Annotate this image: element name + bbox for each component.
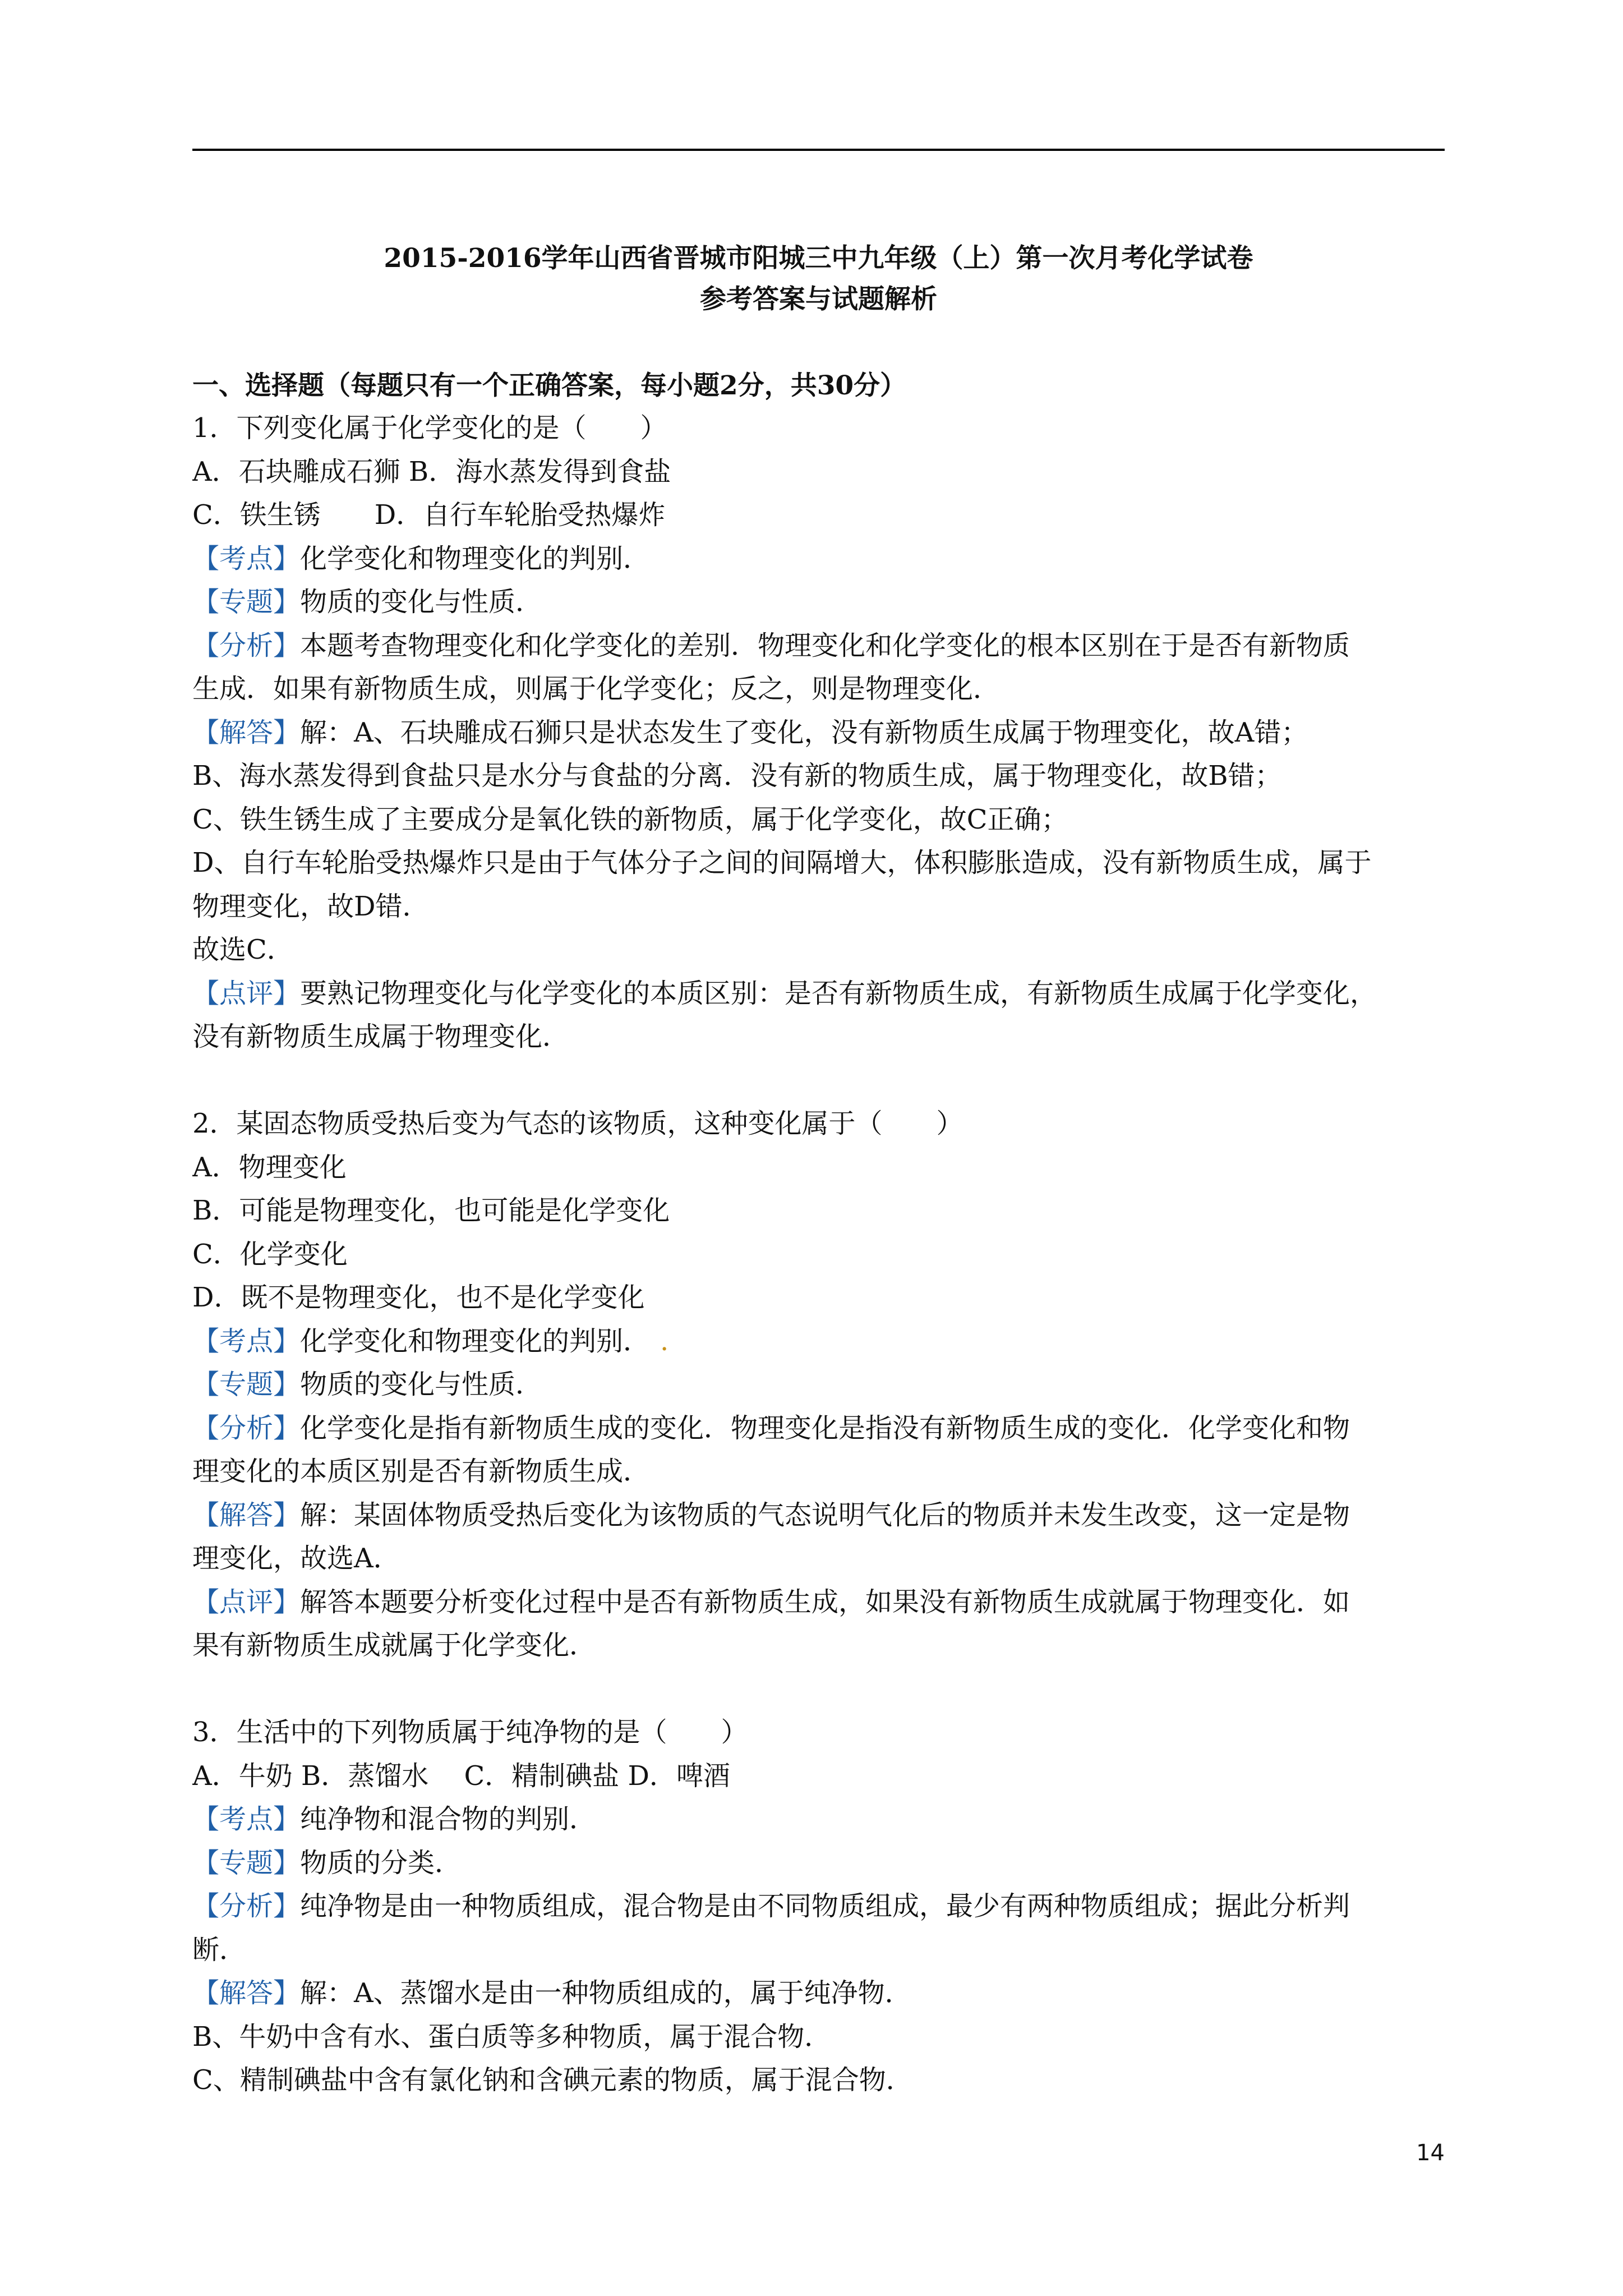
fenxi-text: 本题考查物理变化和化学变化的差别．物理变化和化学变化的根本区别在于是否有新物质 bbox=[300, 629, 1350, 661]
question-3-zhuanti bbox=[192, 1842, 1445, 1885]
stray-mark: . bbox=[660, 1325, 669, 1357]
question-1-fenxi bbox=[192, 624, 1445, 668]
question-2-zhuanti bbox=[192, 1363, 1445, 1407]
question-2-option-c: C．化学变化 bbox=[192, 1238, 348, 1270]
dianping-tag: 【点评】 bbox=[192, 977, 301, 1009]
question-3-jieda-b: B、牛奶中含有水、蛋白质等多种物质，属于混合物． bbox=[192, 2021, 832, 2053]
jieda-tag: 【解答】 bbox=[192, 1977, 301, 2009]
zhuanti-tag: 【专题】 bbox=[192, 586, 301, 618]
question-3-stem: 3．生活中的下列物质属于纯净物的是（ ） bbox=[192, 1717, 748, 1748]
question-1-jieda-c: C、铁生锈生成了主要成分是氧化铁的新物质，属于化学变化，故C正确； bbox=[192, 803, 1068, 835]
question-1-dianping-cont: 没有新物质生成属于物理变化． bbox=[192, 1021, 570, 1052]
zhuanti-tag: 【专题】 bbox=[192, 1369, 301, 1400]
question-1-options-cd: C．铁生锈 D．自行车轮胎受热爆炸 bbox=[192, 499, 666, 531]
jieda-tag: 【解答】 bbox=[192, 1499, 301, 1531]
kaodian-text: 化学变化和物理变化的判别． bbox=[300, 1325, 651, 1357]
question-3-options: A．牛奶 B．蒸馏水 C．精制碘盐 D．啤酒 bbox=[192, 1760, 730, 1792]
dianping-tag: 【点评】 bbox=[192, 1586, 301, 1618]
question-1-jieda-d-cont: 物理变化，故D错． bbox=[192, 890, 430, 922]
question-2-fenxi-cont: 理变化的本质区别是否有新物质生成． bbox=[192, 1456, 651, 1487]
question-1-stem: 1．下列变化属于化学变化的是（ ） bbox=[192, 412, 667, 444]
question-2-kaodian bbox=[192, 1320, 1445, 1364]
question-2-dianping-cont: 果有新物质生成就属于化学变化． bbox=[192, 1630, 597, 1661]
kaodian-text: 纯净物和混合物的判别． bbox=[300, 1803, 597, 1835]
question-3-fenxi-cont: 断． bbox=[192, 1934, 247, 1966]
question-1-options-ab: A．石块雕成石狮 B．海水蒸发得到食盐 bbox=[192, 455, 671, 487]
page-number: 14 bbox=[1416, 2140, 1445, 2166]
question-1-jieda-d: D、自行车轮胎受热爆炸只是由于气体分子之间的间隔增大，体积膨胀造成，没有新物质生成，属于 bbox=[192, 847, 1372, 878]
section-heading: 一、选择题（每题只有一个正确答案，每小题2分，共30分） bbox=[192, 370, 907, 401]
question-2-stem: 2．某固态物质受热后变为气态的该物质，这种变化属于（ ） bbox=[192, 1108, 963, 1139]
jieda-text: 解：A、石块雕成石狮只是状态发生了变化，没有新物质生成属于物理变化，故A错； bbox=[300, 716, 1308, 748]
jieda-text: 解：某固体物质受热后变化为该物质的气态说明气化后的物质并未发生改变，这一定是物 bbox=[300, 1499, 1350, 1531]
question-1-zhuanti bbox=[192, 581, 1445, 624]
fenxi-tag: 【分析】 bbox=[192, 1412, 301, 1444]
kaodian-text: 化学变化和物理变化的判别． bbox=[300, 542, 651, 574]
jieda-tag: 【解答】 bbox=[192, 716, 301, 748]
fenxi-text: 化学变化是指有新物质生成的变化．物理变化是指没有新物质生成的变化．化学变化和物 bbox=[300, 1412, 1350, 1444]
question-3-jieda-c: C、精制碘盐中含有氯化钠和含碘元素的物质，属于混合物． bbox=[192, 2064, 913, 2096]
question-3-fenxi bbox=[192, 1885, 1445, 1929]
question-2-jieda-cont: 理变化，故选A． bbox=[192, 1543, 400, 1574]
document-subtitle: 参考答案与试题解析 bbox=[700, 284, 937, 315]
fenxi-text: 纯净物是由一种物质组成，混合物是由不同物质组成，最少有两种物质组成；据此分析判 bbox=[300, 1890, 1350, 1922]
jieda-text: 解：A、蒸馏水是由一种物质组成的，属于纯净物． bbox=[300, 1977, 912, 2009]
kaodian-tag: 【考点】 bbox=[192, 1325, 301, 1357]
zhuanti-text: 物质的变化与性质． bbox=[300, 586, 543, 618]
question-1-dianping bbox=[192, 972, 1445, 1016]
question-1-kaodian bbox=[192, 537, 1445, 581]
question-3-kaodian bbox=[192, 1798, 1445, 1842]
kaodian-tag: 【考点】 bbox=[192, 542, 301, 574]
question-1-jieda-b: B、海水蒸发得到食盐只是水分与食盐的分离．没有新的物质生成，属于物理变化，故B错； bbox=[192, 760, 1282, 792]
spacer bbox=[192, 1059, 1445, 1103]
fenxi-tag: 【分析】 bbox=[192, 629, 301, 661]
header-rule bbox=[192, 149, 1445, 151]
fenxi-tag: 【分析】 bbox=[192, 1890, 301, 1922]
document-title: 2015-2016学年山西省晋城市阳城三中九年级（上）第一次月考化学试卷 bbox=[384, 243, 1253, 274]
zhuanti-tag: 【专题】 bbox=[192, 1847, 301, 1879]
question-3-jieda bbox=[192, 1972, 1445, 2016]
zhuanti-text: 物质的变化与性质． bbox=[300, 1369, 543, 1400]
spacer bbox=[192, 1668, 1445, 1711]
kaodian-tag: 【考点】 bbox=[192, 1803, 301, 1835]
dianping-text: 解答本题要分析变化过程中是否有新物质生成，如果没有新物质生成就属于物理变化．如 bbox=[300, 1586, 1350, 1618]
question-2-option-a: A．物理变化 bbox=[192, 1151, 347, 1183]
question-2-option-b: B．可能是物理变化，也可能是化学变化 bbox=[192, 1195, 670, 1226]
question-2-dianping bbox=[192, 1581, 1445, 1625]
question-2-option-d: D．既不是物理变化，也不是化学变化 bbox=[192, 1282, 645, 1313]
document-body bbox=[192, 407, 1445, 2102]
question-1-fenxi-cont: 生成．如果有新物质生成，则属于化学变化；反之，则是物理变化． bbox=[192, 673, 1000, 705]
question-2-jieda bbox=[192, 1494, 1445, 1538]
zhuanti-text: 物质的分类． bbox=[300, 1847, 462, 1879]
question-1-answer: 故选C． bbox=[192, 934, 294, 965]
question-2-fenxi bbox=[192, 1407, 1445, 1451]
question-1-jieda bbox=[192, 711, 1445, 755]
dianping-text: 要熟记物理变化与化学变化的本质区别：是否有新物质生成，有新物质生成属于化学变化， bbox=[300, 977, 1377, 1009]
